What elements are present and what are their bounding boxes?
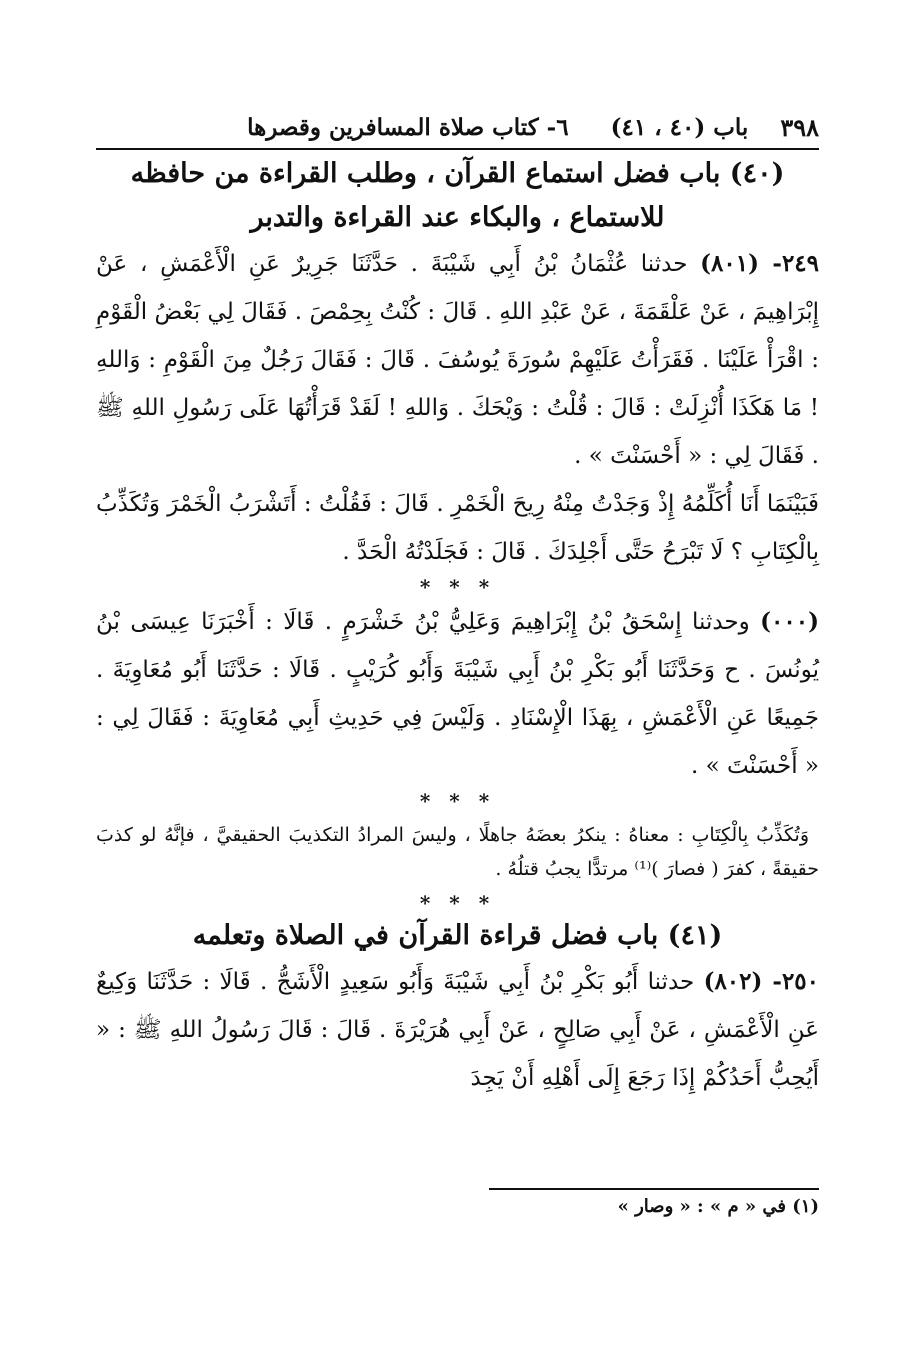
- chapter-40-title: (٤٠) باب فضل استماع القرآن ، وطلب القراءة من حافظه للاستماع ، والبكاء عند القراءة والتدبر: [130, 158, 785, 233]
- separator: * * *: [419, 789, 496, 813]
- separator: * * *: [419, 575, 496, 599]
- hadith-249-number: ٢٤٩- (٨٠١): [700, 250, 819, 277]
- hadith-249-text: حدثنا عُثْمَانُ بْنُ أَبِي شَيْبَةَ . حَدَّثَنَا جَرِيرٌ عَنِ الْأَعْمَشِ ، عَنْ إِبْرَاهِيمَ ، عَنْ عَلْقَمَةَ ، عَنْ عَبْدِ اللهِ . قَالَ : كُنْتُ بِحِمْصَ . فَقَالَ لِي بَعْضُ الْقَوْمِ : اقْرَأْ عَلَيْنَا . فَقَرَأْتُ عَلَيْهِمْ سُورَةَ يُوسُفَ . قَالَ : فَقَالَ رَجُلٌ مِنَ الْقَوْمِ : وَاللهِ ! مَا هَكَذَا أُنْزِلَتْ : قَالَ : قُلْتُ : وَيْحَكَ . وَاللهِ ! لَقَدْ قَرَأْتُهَا عَلَى رَسُولِ اللهِ ﷺ . فَقَالَ لِي : « أَحْسَنْتَ » .: [96, 251, 819, 469]
- book-title: ٦- كتاب صلاة المسافرين وقصرها: [247, 113, 569, 141]
- chapter-41-title: (٤١) باب فضل قراءة القرآن في الصلاة وتعلمه: [192, 920, 723, 951]
- separator: * * *: [419, 891, 496, 915]
- hadith-250-number: ٢٥٠- (٨٠٢): [703, 968, 820, 995]
- hadith-250-text: حدثنا أَبُو بَكْرِ بْنُ أَبِي شَيْبَةَ وَأَبُو سَعِيدٍ الْأَشَجُّ . قَالَا : حَدَّثَنَا وَكِيعٌ عَنِ الْأَعْمَشِ ، عَنْ أَبِي صَالِحٍ ، عَنْ أَبِي هُرَيْرَةَ . قَالَ : قَالَ رَسُولُ اللهِ ﷺ : « أَيُحِبُّ أَحَدُكُمْ إِذَا رَجَعَ إِلَى أَهْلِهِ أَنْ يَجِدَ: [96, 969, 819, 1091]
- hadith-249: [96, 240, 819, 480]
- page-body: [96, 152, 819, 1102]
- footnote-rule: [489, 1188, 819, 1190]
- chapter-reference: باب (٤٠ ، ٤١): [610, 113, 749, 141]
- hadith-000-number: (٠٠٠): [760, 608, 819, 635]
- explanation-note: وَتُكَذِّبُ بِالْكِتَابِ : معناهُ : ينكرُ بعضَهُ جاهلًا ، وليسَ المرادُ التكذيبَ الحقيقيَّ ، فإنَّهُ لو كذبَ حقيقةً ، كفرَ ( فصارَ )⁽¹⁾ مرتدًّا يجبُ قتلُهُ .: [96, 824, 819, 880]
- header-rule: [96, 148, 819, 150]
- hadith-249-continuation: فَبَيْنَمَا أَنَا أُكَلِّمُهُ إِذْ وَجَدْتُ مِنْهُ رِيحَ الْخَمْرِ . قَالَ : فَقُلْتُ : أَتَشْرَبُ الْخَمْرَ وَتُكَذِّبُ بِالْكِتَابِ ؟ لَا تَبْرَحُ حَتَّى أَجْلِدَكَ . قَالَ : فَجَلَدْتُهُ الْحَدَّ .: [96, 491, 819, 565]
- page-number: ٣٩٨: [780, 112, 819, 142]
- hadith-000: [96, 598, 819, 790]
- hadith-000-text: وحدثنا إِسْحَقُ بْنُ إِبْرَاهِيمَ وَعَلِيُّ بْنُ خَشْرَمٍ . قَالَا : أَخْبَرَنَا عِيسَى بْنُ يُونُسَ . ح وَحَدَّثَنَا أَبُو بَكْرِ بْنُ أَبِي شَيْبَةَ وَأَبُو كُرَيْبٍ . قَالَا : حَدَّثَنَا أَبُو مُعَاوِيَةَ . جَمِيعًا عَنِ الْأَعْمَشِ ، بِهَذَا الْإِسْنَادِ . وَلَيْسَ فِي حَدِيثِ أَبِي مُعَاوِيَةَ : فَقَالَ لِي : « أَحْسَنْتَ » .: [96, 609, 819, 779]
- running-header: [96, 110, 819, 144]
- footnote: (١) في « م » : « وصار »: [617, 1196, 819, 1217]
- hadith-250: [96, 958, 819, 1102]
